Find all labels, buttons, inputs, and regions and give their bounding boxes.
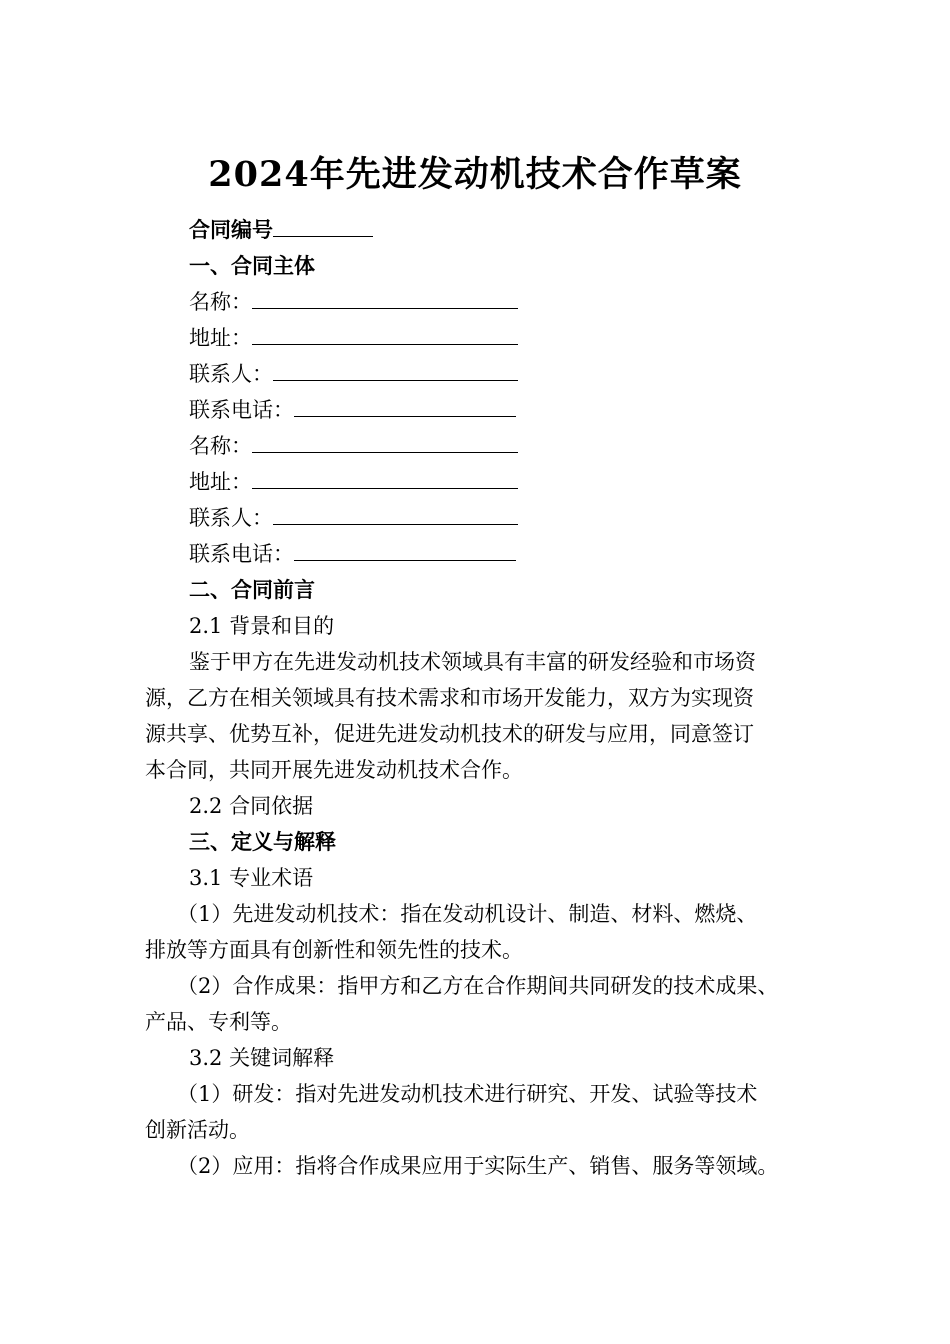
paragraph-line: 排放等方面具有创新性和领先性的技术。 [145, 938, 523, 962]
address-label: 地址： [189, 326, 252, 350]
contact-label: 联系人： [189, 362, 273, 386]
paragraph-line: （1）先进发动机技术：指在发动机设计、制造、材料、燃烧、 [177, 902, 758, 926]
paragraph-line: 源共享、优势互补，促进先进发动机技术的研发与应用，同意签订 [145, 722, 754, 746]
paragraph-line: （2）应用：指将合作成果应用于实际生产、销售、服务等领域。 [177, 1154, 779, 1178]
background-paragraph [145, 644, 830, 788]
contact-blank [273, 356, 518, 381]
address-blank [252, 320, 518, 345]
paragraph-line: （1）研发：指对先进发动机技术进行研究、开发、试验等技术 [177, 1082, 758, 1106]
contact-blank [273, 500, 518, 525]
party-a-name-line [145, 284, 830, 320]
phone-blank [294, 392, 516, 417]
subsection-background: 2.1 背景和目的 [189, 614, 335, 638]
address-blank [252, 464, 518, 489]
contract-number-line [145, 212, 830, 248]
term-1-paragraph [145, 896, 830, 968]
name-blank [252, 428, 518, 453]
phone-blank [294, 536, 516, 561]
paragraph-line: （2）合作成果：指甲方和乙方在合作期间共同研发的技术成果、 [177, 974, 779, 998]
subsection-keywords: 3.2 关键词解释 [189, 1046, 335, 1070]
name-label: 名称： [189, 434, 252, 458]
party-a-phone-line [145, 392, 830, 428]
contract-number-blank [273, 212, 373, 237]
party-a-contact-line [145, 356, 830, 392]
subsection-terms: 3.1 专业术语 [189, 866, 314, 890]
party-b-name-line [145, 428, 830, 464]
party-b-address-line [145, 464, 830, 500]
keyword-2-paragraph [145, 1148, 830, 1184]
name-blank [252, 284, 518, 309]
phone-label: 联系电话： [189, 398, 294, 422]
term-2-paragraph [145, 968, 830, 1040]
party-a-address-line [145, 320, 830, 356]
section-heading-definitions: 三、定义与解释 [189, 829, 336, 854]
contract-number-label: 合同编号 [189, 217, 273, 242]
keyword-1-paragraph [145, 1076, 830, 1148]
document-body [145, 212, 830, 1184]
paragraph-line: 鉴于甲方在先进发动机技术领域具有丰富的研发经验和市场资 [189, 650, 756, 674]
paragraph-line: 本合同，共同开展先进发动机技术合作。 [145, 758, 523, 782]
paragraph-line: 源，乙方在相关领域具有技术需求和市场开发能力，双方为实现资 [145, 686, 754, 710]
paragraph-line: 产品、专利等。 [145, 1010, 292, 1034]
section-heading-parties: 一、合同主体 [189, 253, 315, 278]
paragraph-line: 创新活动。 [145, 1118, 250, 1142]
document-title: 2024年先进发动机技术合作草案 [208, 154, 742, 195]
party-b-phone-line [145, 536, 830, 572]
party-b-contact-line [145, 500, 830, 536]
name-label: 名称： [189, 290, 252, 314]
section-heading-preamble: 二、合同前言 [189, 577, 315, 602]
phone-label: 联系电话： [189, 542, 294, 566]
subsection-basis: 2.2 合同依据 [189, 794, 314, 818]
contact-label: 联系人： [189, 506, 273, 530]
address-label: 地址： [189, 470, 252, 494]
